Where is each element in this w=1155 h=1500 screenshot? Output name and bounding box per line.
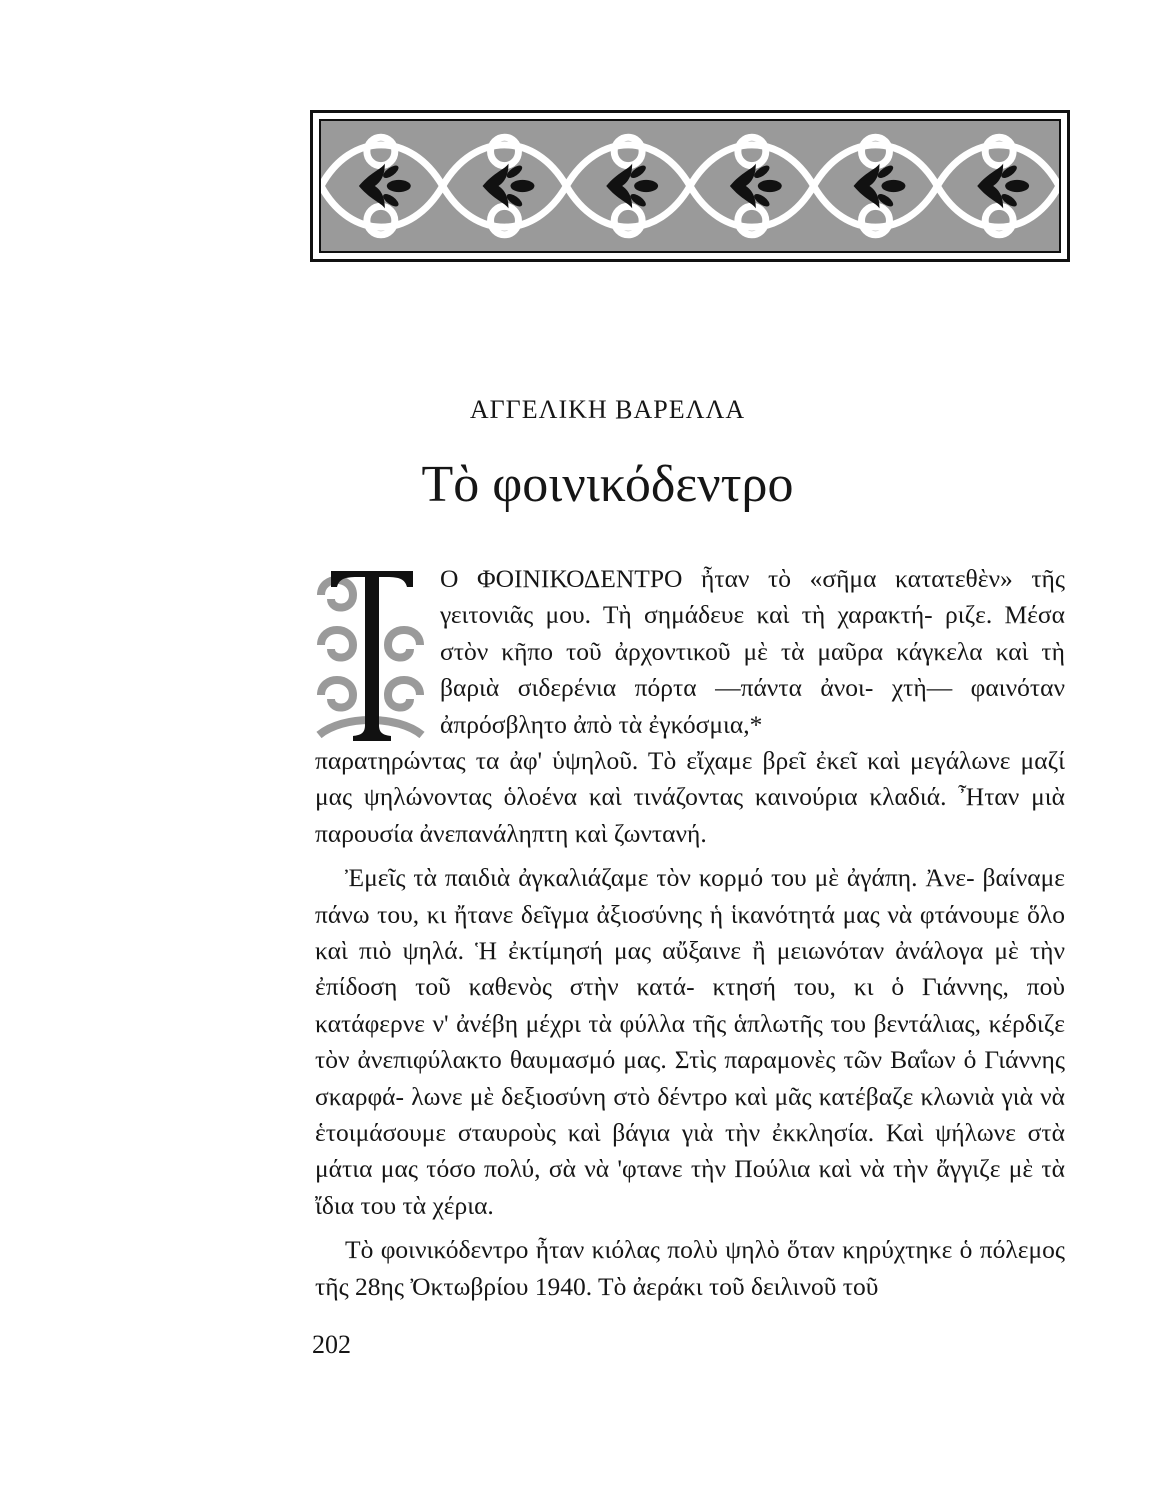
paragraph-3: Τὸ φοινικόδεντρο ἦταν κιόλας πολὺ ψηλὸ ὅταν κηρύχτηκε ὁ πόλεμος τῆς 28ης Ὀκτωβρίου 1940. Τὸ ἀεράκι τοῦ δειλινοῦ τοῦ [315, 1235, 1065, 1301]
opening-lines: Ο ΦΟΙΝΙΚΟΔΕΝΤΡΟ ἦταν τὸ «σῆμα κατατεθὲν» τῆς γειτονιᾶς μου. Τὴ σημάδευε καὶ τὴ χαρακτή- ριζε. Μέσα στὸν κῆπο τοῦ ἀρχοντικοῦ μὲ τὰ μαῦρα κάγκελα καὶ τὴ βαριὰ σιδερένια πόρτα —πάντα ἀνοι- χτὴ— φαινόταν ἀπρόσβλητο ἀπὸ τὰ ἐγκόσμια,* [440, 564, 1065, 739]
story-body [315, 561, 1065, 1313]
fleuron-pattern-icon [321, 121, 1059, 251]
opening-paragraph-continued: παρατηρώντας τα ἀφ' ὑψηλοῦ. Τὸ εἴχαμε βρεῖ ἐκεῖ καὶ μεγάλωνε μαζί μας ψηλώνοντας ὁλοένα καὶ τινάζοντας καινούρια κλαδιά. Ἦταν μιὰ παρουσία ἀνεπανάληπτη καὶ ζωντανή. [315, 746, 1065, 848]
banner-frame [319, 119, 1061, 253]
author-name: ΑΓΓΕΛΙΚΗ ΒΑΡΕΛΛΑ [469, 395, 746, 424]
ornamental-header-banner [310, 110, 1070, 262]
paragraph-2: Ἐμεῖς τὰ παιδιὰ ἀγκαλιάζαμε τὸν κορμό του μὲ ἀγάπη. Ἀνε- βαίναμε πάνω του, κι ἤτανε δεῖγμα ἀξιοσύνης ἡ ἱκανότητά μας νὰ φτάνουμε ὅλο καὶ πιὸ ψηλά. Ἡ ἐκτίμησή μας αὔξαινε ἢ μειωνόταν ἀνάλογα μὲ τὴν ἐπίδοση τοῦ καθενὸς στὴν κατά- κτησή του, κι ὁ Γιάννης, ποὺ κατάφερνε ν' ἀνέβη μέχρι τὰ φύλλα τῆς ἁπλωτῆς του βεντάλιας, κέρδιζε τὸν ἀνεπιφύλακτο θαυμασμό μας. Στὶς παραμονὲς τῶν Βαΐων ὁ Γιάννης σκαρφά- λωνε μὲ δεξιοσύνη στὸ δέντρο καὶ μᾶς κατέβαζε κλωνιὰ γιὰ νὰ ἑτοιμάσουμε σταυροὺς καὶ βάγια γιὰ τὴν ἐκκλησία. Καὶ ψήλωνε στὰ μάτια μας τόσο πολύ, σὰ νὰ 'φτανε τὴν Πούλια καὶ νὰ τὴν ἄγγιζε μὲ τὰ ἴδια του τὰ χέρια. [315, 863, 1065, 1220]
page-number: 202 [312, 1330, 351, 1359]
story-title: Τὸ φοινικόδεντρο [421, 456, 794, 513]
